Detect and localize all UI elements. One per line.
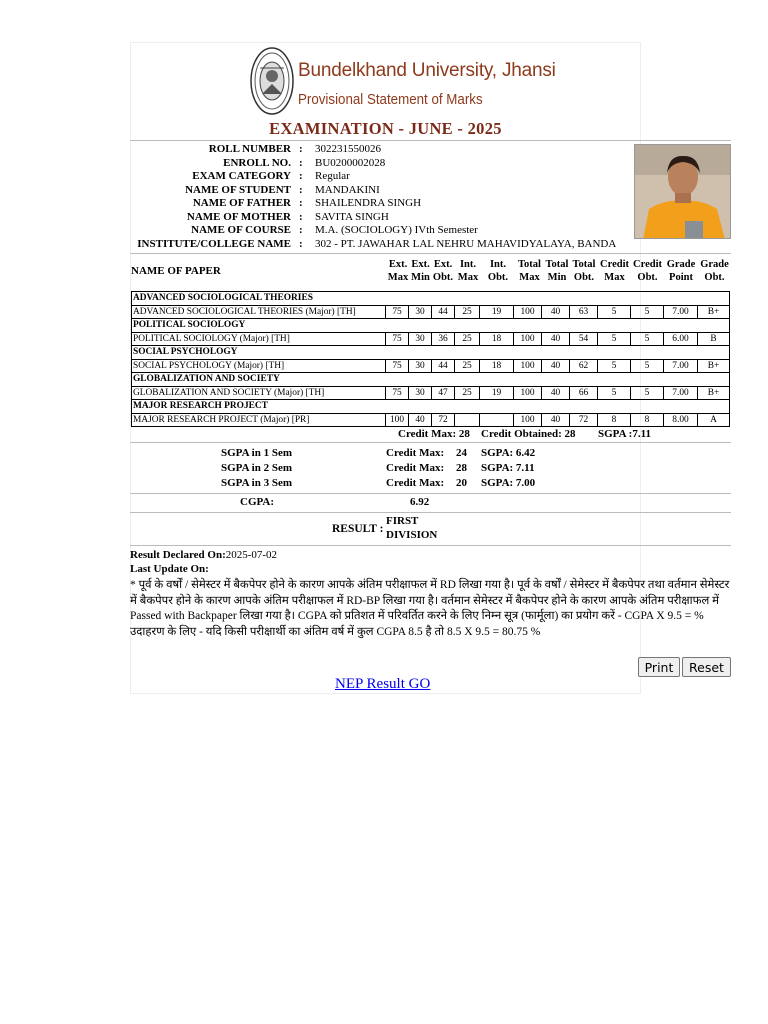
marks-cell: 75 — [386, 359, 409, 373]
result-value-line1: FIRST — [386, 515, 419, 527]
marks-cell: 30 — [409, 332, 432, 346]
marks-cell: 44 — [432, 305, 455, 319]
marks-cell: B+ — [698, 386, 730, 400]
nep-result-link[interactable]: NEP Result GO — [335, 676, 431, 692]
header-line: Credit — [633, 259, 662, 270]
student-name-label: NAME OF STUDENT — [185, 184, 291, 196]
marks-cell: 18 — [480, 332, 514, 346]
marks-cell: 5 — [598, 386, 631, 400]
enroll-no-value: BU0200002028 — [315, 157, 386, 169]
father-name-value: SHAILENDRA SINGH — [315, 197, 422, 209]
paper-name: GLOBALIZATION AND SOCIETY (Major) [TH] — [132, 386, 386, 400]
marks-cell: 5 — [631, 386, 664, 400]
exam-category-value: Regular — [315, 170, 350, 182]
header-line: Max — [604, 272, 625, 283]
university-name: Bundelkhand University, Jhansi — [298, 60, 556, 81]
marks-cell: B — [698, 332, 730, 346]
header-line: Total — [545, 259, 569, 270]
header-line: Ext. — [433, 259, 453, 270]
marks-cell: 75 — [386, 386, 409, 400]
subject-group-row — [132, 373, 730, 387]
marks-cell: 7.00 — [664, 359, 698, 373]
credit-max-value: 20 — [456, 477, 467, 489]
result-value-line2: DIVISION — [386, 529, 438, 541]
marks-cell: 40 — [542, 305, 570, 319]
college-name-value: 302 - PT. JAWAHAR LAL NEHRU MAHAVIDYALAYA, BANDA — [315, 238, 617, 250]
colon: : — [299, 184, 303, 196]
column-header — [664, 258, 698, 284]
roll-number-value: 302231550026 — [315, 143, 381, 155]
marks-cell: 7.00 — [664, 386, 698, 400]
result-label: RESULT : — [332, 523, 384, 535]
notes — [130, 578, 730, 640]
colon: : — [299, 197, 303, 209]
marks-cell: 30 — [409, 386, 432, 400]
subject-group-name: GLOBALIZATION AND SOCIETY — [132, 373, 730, 387]
header-line: Point — [669, 272, 693, 283]
marks-cell: 5 — [631, 305, 664, 319]
credit-max-label: Credit Max: — [386, 447, 445, 459]
header-line: Grade — [666, 259, 696, 270]
header-line: Max — [457, 272, 479, 283]
sgpa-value: SGPA: 7.11 — [481, 462, 535, 474]
header-line: Credit — [600, 259, 629, 270]
column-header — [431, 258, 455, 284]
marks-cell: 100 — [514, 332, 542, 346]
marks-cell: 75 — [386, 332, 409, 346]
header-line: Obt. — [432, 272, 454, 283]
colon: : — [299, 170, 303, 182]
divider — [130, 442, 731, 443]
paper-name: POLITICAL SOCIOLOGY (Major) [TH] — [132, 332, 386, 346]
credit-max-value: 24 — [456, 447, 467, 459]
divider — [130, 253, 731, 254]
marks-cell: 100 — [386, 413, 409, 427]
header-line: Max — [387, 272, 409, 283]
marks-cell: 40 — [409, 413, 432, 427]
column-header — [455, 258, 481, 284]
table-row — [132, 386, 730, 400]
marks-cell: 100 — [514, 305, 542, 319]
marks-cell: 72 — [432, 413, 455, 427]
column-header — [543, 258, 571, 284]
header-line: Total — [572, 259, 596, 270]
marks-cell: 47 — [432, 386, 455, 400]
divider — [130, 493, 731, 494]
subject-group-row — [132, 400, 730, 414]
marks-cell: 8 — [631, 413, 664, 427]
header-line: Total — [518, 259, 541, 270]
table-row — [132, 305, 730, 319]
marks-cell: 7.00 — [664, 305, 698, 319]
header-line: Min — [411, 272, 430, 283]
colon: : — [299, 157, 303, 169]
credit-max-summary: Credit Max: 28 — [398, 428, 470, 440]
marks-cell: 25 — [455, 386, 480, 400]
marks-cell: 30 — [409, 359, 432, 373]
table-row — [132, 413, 730, 427]
colon: : — [299, 143, 303, 155]
marks-cell: 19 — [480, 386, 514, 400]
column-header — [386, 258, 410, 284]
subject-group-name: ADVANCED SOCIOLOGICAL THEORIES — [132, 292, 730, 306]
marks-cell: 66 — [570, 386, 598, 400]
enroll-no-label: ENROLL NO. — [223, 157, 291, 169]
credit-max-label: Credit Max: — [386, 477, 445, 489]
subject-group-name: MAJOR RESEARCH PROJECT — [132, 400, 730, 414]
header-line: Grade — [700, 259, 729, 270]
divider — [130, 140, 731, 141]
note-example: उदाहरण के लिए - यदि किसी परीक्षार्थी का अंतिम वर्ष में कुल CGPA 8.5 है तो 8.5 X 9.5 = 80.75 % — [130, 625, 541, 638]
marks-cell: 5 — [598, 332, 631, 346]
header-line: Int. — [489, 259, 507, 270]
sgpa-sem1-label: SGPA in 1 Sem — [221, 447, 293, 459]
subject-group-name: POLITICAL SOCIOLOGY — [132, 319, 730, 333]
column-header — [570, 258, 598, 284]
column-header — [631, 258, 664, 284]
marks-cell: 5 — [631, 359, 664, 373]
sgpa-summary: SGPA :7.11 — [598, 428, 651, 440]
table-row — [132, 359, 730, 373]
marks-cell: 100 — [514, 413, 542, 427]
subject-group-name: SOCIAL PSYCHOLOGY — [132, 346, 730, 360]
marks-cell: 5 — [598, 359, 631, 373]
paper-column-header: NAME OF PAPER — [131, 265, 221, 277]
result-declared-value: 2025-07-02 — [225, 549, 278, 561]
header-line: Obt. — [637, 272, 658, 283]
sgpa-value: SGPA: 6.42 — [481, 447, 536, 459]
marks-cell: 62 — [570, 359, 598, 373]
credit-max-label: Credit Max: — [386, 462, 445, 474]
paper-name: ADVANCED SOCIOLOGICAL THEORIES (Major) [TH] — [132, 305, 386, 319]
marks-cell: 63 — [570, 305, 598, 319]
university-logo-icon — [250, 46, 294, 116]
marks-cell: 40 — [542, 359, 570, 373]
marks-cell: 100 — [514, 359, 542, 373]
marks-cell: 25 — [455, 359, 480, 373]
column-header — [481, 258, 515, 284]
marks-cell: 40 — [542, 332, 570, 346]
column-header — [515, 258, 544, 284]
marks-cell: 30 — [409, 305, 432, 319]
student-name-value: MANDAKINI — [315, 184, 380, 196]
marks-cell — [455, 413, 480, 427]
marks-cell: 19 — [480, 305, 514, 319]
divider — [130, 512, 731, 513]
credit-obtained-summary: Credit Obtained: 28 — [481, 428, 576, 440]
marks-cell: 5 — [631, 332, 664, 346]
header-line: Int. — [459, 259, 477, 270]
marks-cell — [480, 413, 514, 427]
subject-group-row — [132, 319, 730, 333]
mother-name-value: SAVITA SINGH — [315, 211, 389, 223]
exam-category-label: EXAM CATEGORY — [192, 170, 291, 182]
header-line: Ext. — [411, 259, 430, 270]
reset-button[interactable]: Reset — [682, 657, 731, 677]
result-declared-label: Result Declared On: — [130, 549, 226, 561]
column-header — [409, 258, 432, 284]
course-name-value: M.A. (SOCIOLOGY) IVth Semester — [315, 224, 478, 236]
note-paragraph: * पूर्व के वर्षों / सेमेस्टर में बैकपेपर होने के कारण आपके अंतिम परीक्षाफल में RD लिखा गया है। पूर्व के वर्षों / सेमेस्टर में बैकपेपर तथा वर्तमान सेमेस्टर में बैकपेपर होने के कारण आपके अंतिम परीक्षाफल में RD-BP लिखा गया है। वर्तमान सेमेस्टर में बैकपेपर होने के कारण आपके अंतिम परीक्षाफल में Passed with Backpaper लिखा गया है। CGPA को प्रतिशत में परिवर्तित करने के लिए निम्न सूत्र (फार्मूला) का प्रयोग करें - CGPA X 9.5 = % — [130, 579, 730, 622]
last-update-label: Last Update On: — [130, 563, 209, 575]
paper-name: MAJOR RESEARCH PROJECT (Major) [PR] — [132, 413, 386, 427]
course-name-label: NAME OF COURSE — [191, 224, 291, 236]
sgpa-sem3-label: SGPA in 3 Sem — [221, 477, 293, 489]
marks-cell: 25 — [455, 305, 480, 319]
divider — [130, 545, 731, 546]
marks-cell: 36 — [432, 332, 455, 346]
colon: : — [299, 211, 303, 223]
marks-cell: 25 — [455, 332, 480, 346]
student-photo — [634, 144, 731, 239]
marks-cell: 100 — [514, 386, 542, 400]
marks-cell: 8.00 — [664, 413, 698, 427]
print-button[interactable]: Print — [638, 657, 680, 677]
colon: : — [299, 224, 303, 236]
marks-cell: 40 — [542, 386, 570, 400]
marks-cell: 8 — [598, 413, 631, 427]
header-line: Obt. — [487, 272, 509, 283]
statement-subtitle: Provisional Statement of Marks — [298, 92, 483, 108]
subject-group-row — [132, 346, 730, 360]
marks-cell: 40 — [542, 413, 570, 427]
credit-max-value: 28 — [456, 462, 467, 474]
marks-cell: 6.00 — [664, 332, 698, 346]
marks-cell: 54 — [570, 332, 598, 346]
marks-cell: 72 — [570, 413, 598, 427]
person-icon — [635, 145, 731, 239]
header-line: Obt. — [573, 272, 595, 283]
column-header — [698, 258, 731, 284]
subject-group-row — [132, 292, 730, 306]
table-row — [132, 332, 730, 346]
marks-cell: B+ — [698, 305, 730, 319]
mother-name-label: NAME OF MOTHER — [186, 211, 291, 223]
header-line: Obt. — [704, 272, 725, 283]
colon: : — [299, 238, 303, 250]
marks-cell: 44 — [432, 359, 455, 373]
header-line: Max — [519, 272, 540, 283]
father-name-label: NAME OF FATHER — [192, 197, 291, 209]
marks-cell: 18 — [480, 359, 514, 373]
college-name-label: INSTITUTE/COLLEGE NAME — [137, 238, 291, 250]
marks-table — [131, 291, 730, 427]
cgpa-value: 6.92 — [410, 496, 430, 508]
marks-cell: A — [698, 413, 730, 427]
roll-number-label: ROLL NUMBER — [208, 143, 291, 155]
result-declared — [130, 548, 277, 562]
header-line: Min — [547, 272, 567, 283]
header-line: Ext. — [388, 259, 408, 270]
sgpa-value: SGPA: 7.00 — [481, 477, 536, 489]
exam-title: EXAMINATION - JUNE - 2025 — [269, 119, 502, 138]
marks-cell: B+ — [698, 359, 730, 373]
paper-name: SOCIAL PSYCHOLOGY (Major) [TH] — [132, 359, 386, 373]
column-header — [598, 258, 631, 284]
cgpa-label: CGPA: — [240, 496, 275, 508]
sgpa-sem2-label: SGPA in 2 Sem — [221, 462, 293, 474]
marks-cell: 5 — [598, 305, 631, 319]
marks-cell: 75 — [386, 305, 409, 319]
